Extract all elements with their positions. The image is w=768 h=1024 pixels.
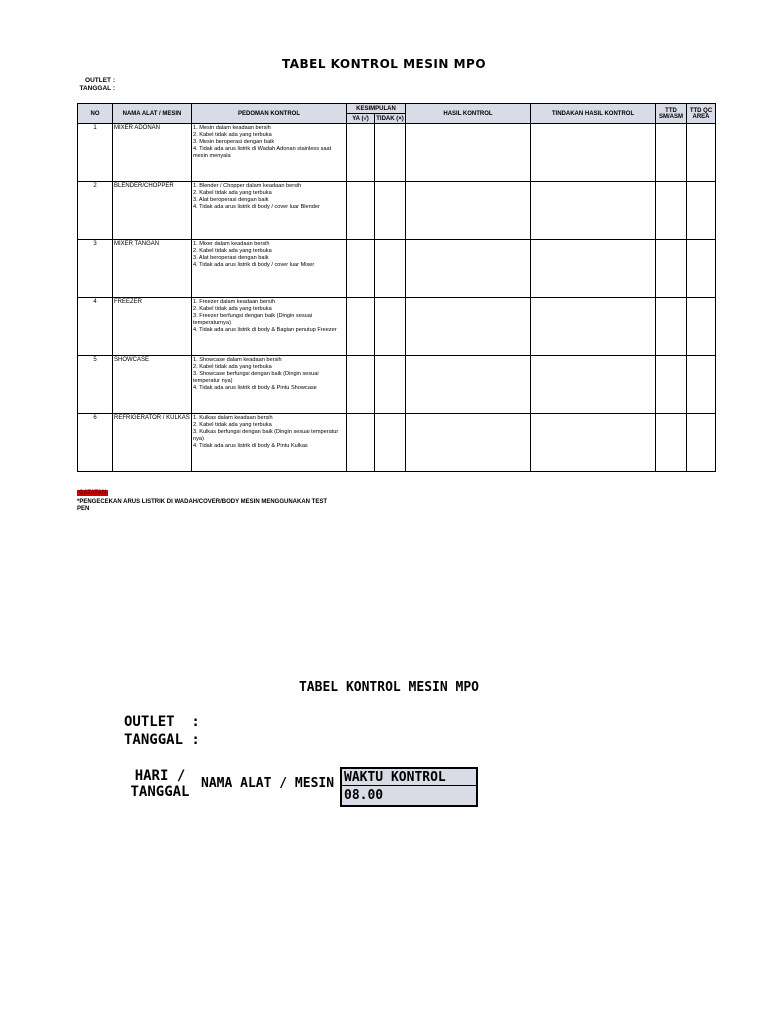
cell-ttd-qc[interactable] [687,240,716,298]
cell-hasil[interactable] [406,414,531,472]
pedoman-step: 4. Tidak ada arus listrik di body & Bagian penutup Freezer [193,327,337,333]
cell-hasil[interactable] [406,124,531,182]
row-pedoman [192,240,347,298]
row-nama-alat: MIXER TANGAN [113,240,192,298]
header-tidak: TIDAK (×) [376,115,404,122]
row-no: 4 [78,298,113,356]
cell-ttd-qc[interactable] [687,414,716,472]
header-pedoman: PEDOMAN KONTROL [192,104,347,124]
cell-ya[interactable] [347,298,375,356]
cell-ttd-sm[interactable] [656,124,687,182]
row-no: 1 [78,124,113,182]
pedoman-step: 3. Alat beroperasi dengan baik [193,197,269,203]
pedoman-step: 1. Showcase dalam keadaan bersih [193,357,282,363]
outlet-label: OUTLET : [85,77,115,84]
cell-hasil[interactable] [406,356,531,414]
pedoman-step: 1. Mixer dalam keadaan bersih [193,241,270,247]
cell-tidak[interactable] [375,240,406,298]
cell-tidak[interactable] [375,182,406,240]
row-nama-alat: MIXER ADONAN [113,124,192,182]
cell-ya[interactable] [347,356,375,414]
catatan-label: CATATAN [79,490,107,496]
row-nama-alat: BLENDER/CHOPPER [113,182,192,240]
cell-tidak[interactable] [375,298,406,356]
cell-ttd-qc[interactable] [687,124,716,182]
cell-tindakan[interactable] [531,356,656,414]
pedoman-step: 2. Kabel tidak ada yang terbuka [193,132,272,138]
header-nama: NAMA ALAT / MESIN [113,104,192,124]
pedoman-step: 3. Alat beroperasi dengan baik [193,255,269,261]
header-kesimpulan: KESIMPULAN [347,104,406,114]
pedoman-step: 2. Kabel tidak ada yang terbuka [193,422,272,428]
row-nama-alat: FREEZER [113,298,192,356]
cell-tidak[interactable] [375,414,406,472]
cell-ttd-sm[interactable] [656,356,687,414]
cell-tindakan[interactable] [531,240,656,298]
pedoman-step: 1. Mesin dalam keadaan bersih [193,125,271,131]
pedoman-step: 3. Kulkas berfungsi dengan baik (Dingin sesuai temperatur nya) [193,429,339,442]
pedoman-step: 1. Kulkas dalam keadaan bersih [193,415,273,421]
row-nama-alat: SHOWCASE [113,356,192,414]
waktu-kontrol-value: 08.00 [344,788,384,803]
header-ttd-qc: TTD QC AREA [687,104,716,124]
cell-ya[interactable] [347,182,375,240]
pedoman-step: 4. Tidak ada arus listrik di Wadah Adonan stainless saat mesin menyala [193,146,332,159]
page2-tanggal-label: TANGGAL : [124,732,200,748]
pedoman-step: 2. Kabel tidak ada yang terbuka [193,248,272,254]
cell-ya[interactable] [347,414,375,472]
pedoman-step: 3. Freezer berfungsi dengan baik (Dingin sesuai temperaturnya) [193,313,313,326]
cell-tidak[interactable] [375,356,406,414]
row-pedoman [192,182,347,240]
header-ttd-sm: TTD SM/ASM [656,104,687,124]
waktu-kontrol-label: WAKTU KONTROL [342,769,476,786]
page2-outlet-label: OUTLET : [124,714,200,730]
row-no: 3 [78,240,113,298]
pedoman-step: 4. Tidak ada arus listrik di body / cover luar Blender [193,204,320,210]
cell-tindakan[interactable] [531,298,656,356]
row-pedoman [192,298,347,356]
row-no: 2 [78,182,113,240]
cell-tindakan[interactable] [531,124,656,182]
cell-ttd-sm[interactable] [656,298,687,356]
pedoman-step: 4. Tidak ada arus listrik di body / cover luar Mixer [193,262,315,268]
pedoman-step: 1. Blender / Chopper dalam keadaan bersih [193,183,302,189]
cell-hasil[interactable] [406,240,531,298]
row-nama-alat: REFRIGERATOR / KULKAS [113,414,192,472]
table-row [78,240,716,298]
cell-tindakan[interactable] [531,414,656,472]
cell-ttd-sm[interactable] [656,414,687,472]
cell-ttd-qc[interactable] [687,182,716,240]
cell-ttd-qc[interactable] [687,298,716,356]
header-hasil: HASIL KONTROL [406,104,531,124]
cell-ttd-sm[interactable] [656,182,687,240]
pedoman-step: 3. Showcase berfungsi dengan baik (Dingin sesuai temperatur nya) [193,371,319,384]
hari-tanggal-label: HARI / TANGGAL [130,768,190,800]
cell-hasil[interactable] [406,182,531,240]
header-no: NO [78,104,113,124]
header-tindakan: TINDAKAN HASIL KONTROL [531,104,656,124]
table-row [78,298,716,356]
table-row [78,124,716,182]
pedoman-step: 2. Kabel tidak ada yang terbuka [193,190,272,196]
pedoman-step: 2. Kabel tidak ada yang terbuka [193,306,272,312]
table-row [78,356,716,414]
control-table [77,103,716,472]
cell-hasil[interactable] [406,298,531,356]
pedoman-step: 4. Tidak ada arus listrik di body & Pintu Showcase [193,385,317,391]
row-pedoman [192,356,347,414]
cell-ya[interactable] [347,124,375,182]
row-no: 6 [78,414,113,472]
cell-tindakan[interactable] [531,182,656,240]
page-title: TABEL KONTROL MESIN MPO [281,57,487,71]
row-pedoman [192,124,347,182]
pedoman-step: 1. Freezer dalam keadaan bersih [193,299,276,305]
cell-ya[interactable] [347,240,375,298]
cell-ttd-qc[interactable] [687,356,716,414]
page2-title: TABEL KONTROL MESIN MPO [298,680,479,695]
table-row [78,414,716,472]
waktu-kontrol-box [340,767,478,807]
cell-ttd-sm[interactable] [656,240,687,298]
tanggal-label: TANGGAL : [79,85,115,92]
table-row [78,182,716,240]
nama-alat-label: NAMA ALAT / MESIN [201,776,335,791]
row-pedoman [192,414,347,472]
catatan-text: *PENGECEKAN ARUS LISTRIK DI WADAH/COVER/BODY MESIN MENGGUNAKAN TEST PEN [77,499,328,512]
header-ya: YA (√) [347,114,375,124]
pedoman-step: 2. Kabel tidak ada yang terbuka [193,364,272,370]
pedoman-step: 4. Tidak ada arus listrik di body & Pintu Kulkas [193,443,308,449]
cell-tidak[interactable] [375,124,406,182]
pedoman-step: 3. Mesin beroperasi dengan baik [193,139,275,145]
row-no: 5 [78,356,113,414]
